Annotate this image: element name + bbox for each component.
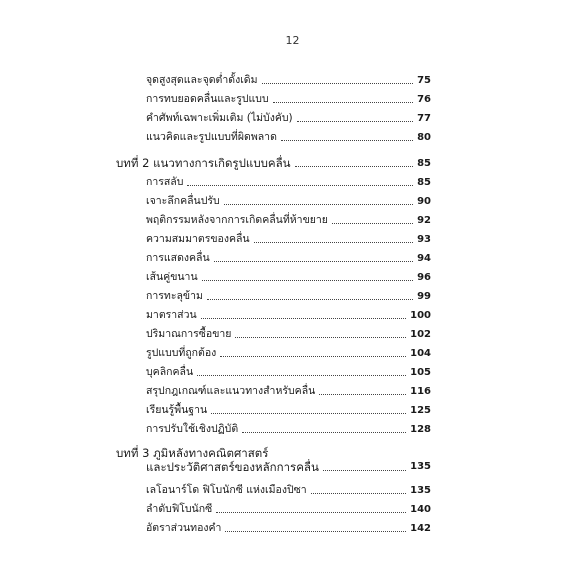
dot-leader [211,413,406,414]
toc-entry-title: คำศัพท์เฉพาะเพิ่มเติม (ไม่บังคับ) [146,112,293,124]
toc-entry-title: บุคลิกคลื่น [146,366,194,378]
chapter-page: 85 [417,158,431,169]
toc-entry-page: 104 [410,348,431,359]
toc-entry-title: เจาะลึกคลื่นปรับ [146,195,220,207]
toc-entry-title: มาตราส่วน [146,309,197,321]
chapter-title: บทที่ 2 แนวทางการเกิดรูปแบบคลื่น [116,156,291,170]
toc-entry-title: ปริมาณการซื้อขาย [146,328,232,340]
toc-entry-page: 94 [417,253,431,264]
toc-entry-title: พฤติกรรมหลังจากการเกิดคลื่นที่ห้าขยาย [146,214,328,226]
dot-leader [220,356,406,357]
dot-leader [235,337,406,338]
toc-entry-page: 76 [417,94,431,105]
toc-entry[interactable] [146,195,431,208]
toc-entry-title: สรุปกฎเกณฑ์และแนวทางสำหรับคลื่น [146,385,316,397]
toc-entry-title: ความสมมาตรของคลื่น [146,233,250,245]
toc-entry[interactable] [146,271,431,284]
dot-leader [273,102,413,103]
toc-entry[interactable] [146,503,431,516]
toc-entry[interactable] [146,522,431,535]
dot-leader [201,318,406,319]
page-number: 12 [285,34,300,47]
toc-entry-title: รูปแบบที่ถูกต้อง [146,347,217,359]
toc-entry-page: 105 [410,367,431,378]
dot-leader [225,531,406,532]
toc-entry[interactable] [146,484,431,497]
toc-entry-page: 77 [417,113,431,124]
toc-entry-title: เรียนรู้พื้นฐาน [146,404,208,416]
toc-entry-page: 80 [417,132,431,143]
toc-entry-page: 142 [410,523,431,534]
dot-leader [216,512,406,513]
toc-entry-title: แนวคิดและรูปแบบที่ผิดพลาด [146,131,277,143]
toc-entry[interactable] [146,93,431,106]
toc-entry-title: การสลับ [146,176,184,188]
toc-entry-title: เลโอนาร์โด ฟิโบนักซี แห่งเมืองปิซา [146,484,307,496]
chapter-title-line2-row [116,460,431,474]
toc-entry-page: 128 [410,424,431,435]
dot-leader [214,261,413,262]
dot-leader [202,280,413,281]
toc-entry[interactable] [146,233,431,246]
dot-leader [281,140,413,141]
dot-leader [242,432,406,433]
chapter-page: 135 [410,461,431,472]
dot-leader [332,223,413,224]
toc-entry-title: การทะลุข้าม [146,290,203,302]
dot-leader [207,299,413,300]
toc-entry-page: 75 [417,75,431,86]
toc-entry-page: 100 [410,310,431,321]
toc-entry-title: การทบยอดคลื่นและรูปแบบ [146,93,269,105]
toc-entry-page: 92 [417,215,431,226]
toc-entry-page: 90 [417,196,431,207]
dot-leader [254,242,413,243]
toc-entry[interactable] [146,366,431,379]
toc-entry-title: ลำดับฟิโบนักซี [146,503,213,515]
toc-entry[interactable] [146,385,431,398]
toc-entry[interactable] [146,176,431,189]
toc-entry[interactable] [146,423,431,436]
toc-entry-page: 99 [417,291,431,302]
toc-entry-page: 140 [410,504,431,515]
toc-entry-title: อัตราส่วนทองคำ [146,522,222,534]
toc-entry-page: 125 [410,405,431,416]
dot-leader [224,204,413,205]
toc-entry[interactable] [146,131,431,144]
toc-entry-page: 102 [410,329,431,340]
dot-leader [297,121,413,122]
dot-leader [311,493,406,494]
toc-entry[interactable] [146,404,431,417]
toc-entry-page: 96 [417,272,431,283]
toc-entry-page: 135 [410,485,431,496]
dot-leader [319,394,406,395]
toc-entry-page: 85 [417,177,431,188]
chapter-title-line2: และประวัติศาสตร์ของหลักการคลื่น [146,460,319,474]
toc-entry[interactable] [146,74,431,87]
chapter-3-heading[interactable] [116,446,431,474]
toc-entry[interactable] [146,328,431,341]
dot-leader [323,470,406,471]
toc-entry-title: การปรับใช้เชิงปฏิบัติ [146,423,239,435]
dot-leader [295,166,414,167]
dot-leader [187,185,413,186]
toc-entry[interactable] [146,290,431,303]
toc-entry[interactable] [146,214,431,227]
toc-entry[interactable] [146,309,431,322]
chapter-2-heading[interactable] [116,157,431,170]
toc-entry-page: 116 [410,386,431,397]
toc-entry-title: เส้นคู่ขนาน [146,271,198,283]
dot-leader [262,83,414,84]
dot-leader [197,375,406,376]
toc-entry[interactable] [146,112,431,125]
chapter-title-line1: บทที่ 3 ภูมิหลังทางคณิตศาสตร์ [116,446,269,460]
toc-entry-page: 93 [417,234,431,245]
toc-entry-title: การแสดงคลื่น [146,252,210,264]
toc-entry[interactable] [146,252,431,265]
toc-entry[interactable] [146,347,431,360]
toc-entry-title: จุดสูงสุดและจุดต่ำดั้งเดิม [146,74,258,86]
